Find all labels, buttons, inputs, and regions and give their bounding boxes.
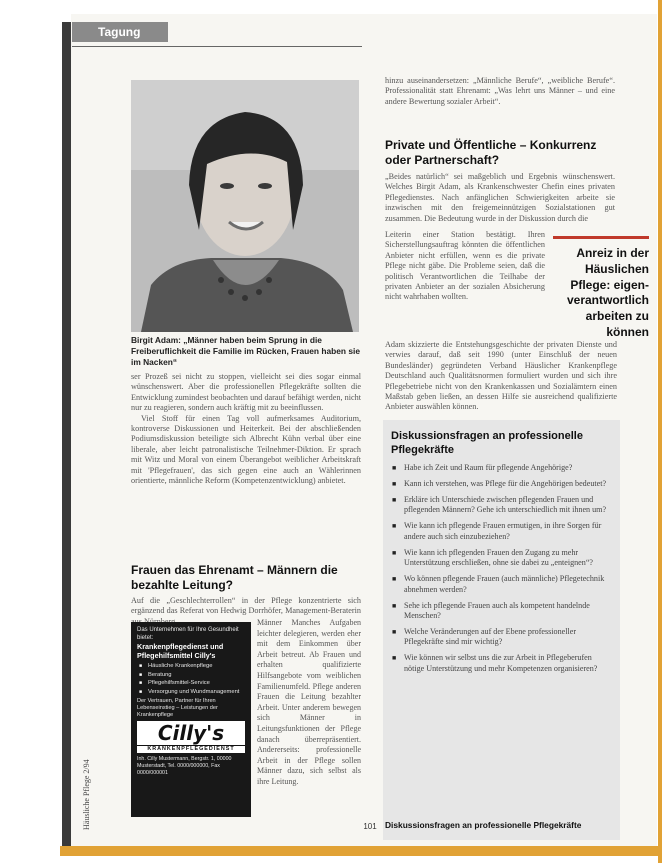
binder-edge-right	[658, 0, 662, 863]
portrait-photo	[131, 80, 359, 332]
subhead-ehrenamt: Frauen das Ehrenamt – Männern die bezahlte Leitung?	[131, 563, 338, 592]
discussion-item: ■ Habe ich Zeit und Raum für pflegende Angehörige?	[391, 463, 612, 473]
ad-logo-tagline: KRANKENPFLEGEDIENST	[137, 745, 245, 753]
left-column-top	[131, 372, 361, 486]
subhead-konkurrenz: Private und Öffentliche – Konkurrenz oder Partnerschaft?	[385, 138, 597, 167]
ad-contact: Inh. Cilly Mustermann, Bergstr. 1, 00000 Musterstadt, Tel. 0000/000000, Fax 0000/000001	[137, 756, 232, 776]
discussion-item: ■ Erkläre ich Unterschiede zwischen pflegenden Frauen und pflegenden Männern? Gehe ich unterschiedlich mit ihnen um?	[391, 495, 612, 516]
left-paragraph: ser Prozeß sei nicht zu stoppen, vielleicht sei dies sogar einmal wünschenswert. Aber die professionellen Pflegekräfte sollten die Entwicklung zumindest beobachten und darauf befähigt werden, nicht nur zu reagieren, sondern auch kräftig mit zu beeinflussen.	[131, 372, 361, 413]
discussion-box-caption: Diskussionsfragen an professionelle Pflegekräfte	[385, 820, 582, 830]
binder-spine	[62, 22, 71, 850]
ad-logo: Cilly's	[137, 721, 245, 745]
ad-list-item: ■ Pflegehilfsmittel-Service	[137, 679, 245, 688]
right-paragraph-3: Adam skizzierte die Entstehungsgeschichte der privaten Dienste und verwies darauf, daß seit 1990 (unter Einschluß der neuen Bundesländer) gegründeten Verband Häuslicher Krankenpflege Deutschland auch Qualitätsnormen formuliert wurden und sich ihre Pflegebetriebe nicht von den Krankenkassen und Sozialämtern einen Maßstab geben ließen, an dessen Hilfe sie ausreichend qualifizierte Anbieter auswählen können.	[385, 340, 617, 412]
left-paragraph: Viel Stoff für einen Tag voll aufmerksames Auditorium, kontroverse Diskussionen und Heiterkeit. Bei der abschließenden Podiumsdiskussion beteiligte sich Albrecht Kühn verbal über eine liberale, aber leicht patronalistische Teilnehmer-Diktion. Er sprach mit Witz und Moral von einem Überangebot weiblicher Arbeitskraft mit 'Pflegefrauen', das sich gegen eine auch an Wählerinnen orientierte, männliche Reform (Kompetenzentwicklung) anbietet.	[131, 413, 361, 486]
discussion-item: ■ Wie können wir selbst uns die zur Arbeit in Pflegeberufen nötige Unterstützung und mehr Kompetenzen organisieren?	[391, 653, 612, 674]
binder-edge-bottom	[60, 846, 662, 856]
ad-headline: Krankenpflegedienst und Pflegehilfsmittel Cilly's	[137, 642, 224, 660]
header-rule	[72, 46, 362, 47]
pull-quote-line: können	[606, 324, 649, 339]
portrait-image	[131, 80, 359, 332]
discussion-item: ■ Wie kann ich pflegenden Frauen den Zugang zu mehr Unterstützung erschließen, ohne sie dabei zu „enteignen“?	[391, 548, 612, 569]
page-number: 101	[363, 822, 377, 831]
ad-intro: Das Unternehmen für Ihre Gesundheit bietet:	[137, 627, 239, 641]
section-tag: Tagung	[72, 22, 168, 42]
advertisement	[131, 622, 251, 817]
discussion-item: ■ Kann ich verstehen, was Pflege für die Angehörigen bedeutet?	[391, 479, 612, 489]
discussion-item: ■ Wo können pflegende Frauen (auch männliche) Pflegetechnik abnehmen werden?	[391, 574, 612, 595]
pull-quote-line: Anreiz in der	[576, 246, 649, 260]
ad-list	[137, 662, 245, 696]
pull-quote-line: Pflege: eigen-	[570, 277, 649, 292]
right-column-top: hinzu auseinandersetzen: „Männliche Berufe“, „weibliche Berufe“. Professionalität statt Ehrenamt: „Was lehrt uns Männer – und eine andere Bewertung sozialer Arbeit“.	[385, 76, 615, 106]
pull-quote-line: verantwortlich	[566, 293, 649, 308]
discussion-box	[383, 420, 620, 840]
discussion-list	[391, 463, 612, 674]
pull-quote-rule	[553, 236, 649, 239]
ad-list-item: ■ Häusliche Krankenpflege	[137, 662, 245, 671]
ad-list-item: ■ Versorgung und Wundmanagement	[137, 688, 245, 697]
discussion-item: ■ Sehe ich pflegende Frauen auch als kompetent handelnde Menschen?	[391, 601, 612, 622]
pull-quote-line: arbeiten zu	[585, 309, 649, 324]
ad-list-item: ■ Beratung	[137, 671, 245, 680]
discussion-item: ■ Wie kann ich pflegende Frauen ermutigen, in ihre Sorgen für andere auch sich einzubeziehen?	[391, 521, 612, 542]
ad-extra: Der Vertrauen, Partner für Ihren Lebenseinstieg – Leistungen der Krankenpflege	[137, 698, 218, 718]
right-paragraph-2: Leiterin einer Station bestätigt. Ihren Sicherstellungsauftrag könnten die öffentlichen Anbieter nicht erfüllen, wenn es die private Pflege nicht gäbe. Die Probleme seien, daß die politisch Verantwortlichen die Teilhabe der privaten Anbieter an der sozialen Absicherung nicht wahrhaben wollten.	[385, 230, 545, 302]
discussion-box-title: Diskussionsfragen an professionelle Pflegekräfte	[391, 430, 583, 456]
right-paragraph-1: „Beides natürlich“ sei maßgeblich und Ergebnis wünschenswert. Welches Birgit Adam, als Krankenschwester Chefin eines privaten Pflegedienstes. Nach anfänglichen Schwierigkeiten arbeite sie inzwischen mit den freigemeinnützigen Sozialstationen gut zusammen. Die Bedeutung wurde in der Diskussion durch die	[385, 172, 615, 223]
discussion-item: ■ Welche Veränderungen auf der Ebene professioneller Pflegekräfte sind mir wichtig?	[391, 627, 612, 648]
left-narrow-column: Männer Manches Aufgaben leichter delegieren, werden eher mit dem Einkommen über Arbeit betreut. Ab Frauen und erhalten qualifizierte Hilfsangebote vom weiblichen Familienumfeld. Pflege anderen Frauen die Leitung bezahlter Arbeit. Unter anderem bewegen sich Männer in Leitungsfunktionen der Pflege danach überrepräsentiert. Andererseits: professionelle Arbeit in der Pflege sollen Männer dazu, sich selbst als ihre Leitung.	[257, 618, 361, 786]
left-intro: Auf die „Geschlechterrollen“ in der Pflege konzentrierte sich ergänzend das Referat von Hedwig Dorrhöfer, Management-Beraterin	[131, 596, 361, 616]
photo-caption: Birgit Adam: „Männer haben beim Sprung in die Freiberuflichkeit die Familie im Rücken, Frauen haben sie im Nacken“	[131, 335, 360, 367]
journal-reference: Häusliche Pflege 2/94	[82, 759, 91, 830]
pull-quote	[553, 246, 649, 341]
pull-quote-line: Häuslichen	[584, 261, 649, 276]
